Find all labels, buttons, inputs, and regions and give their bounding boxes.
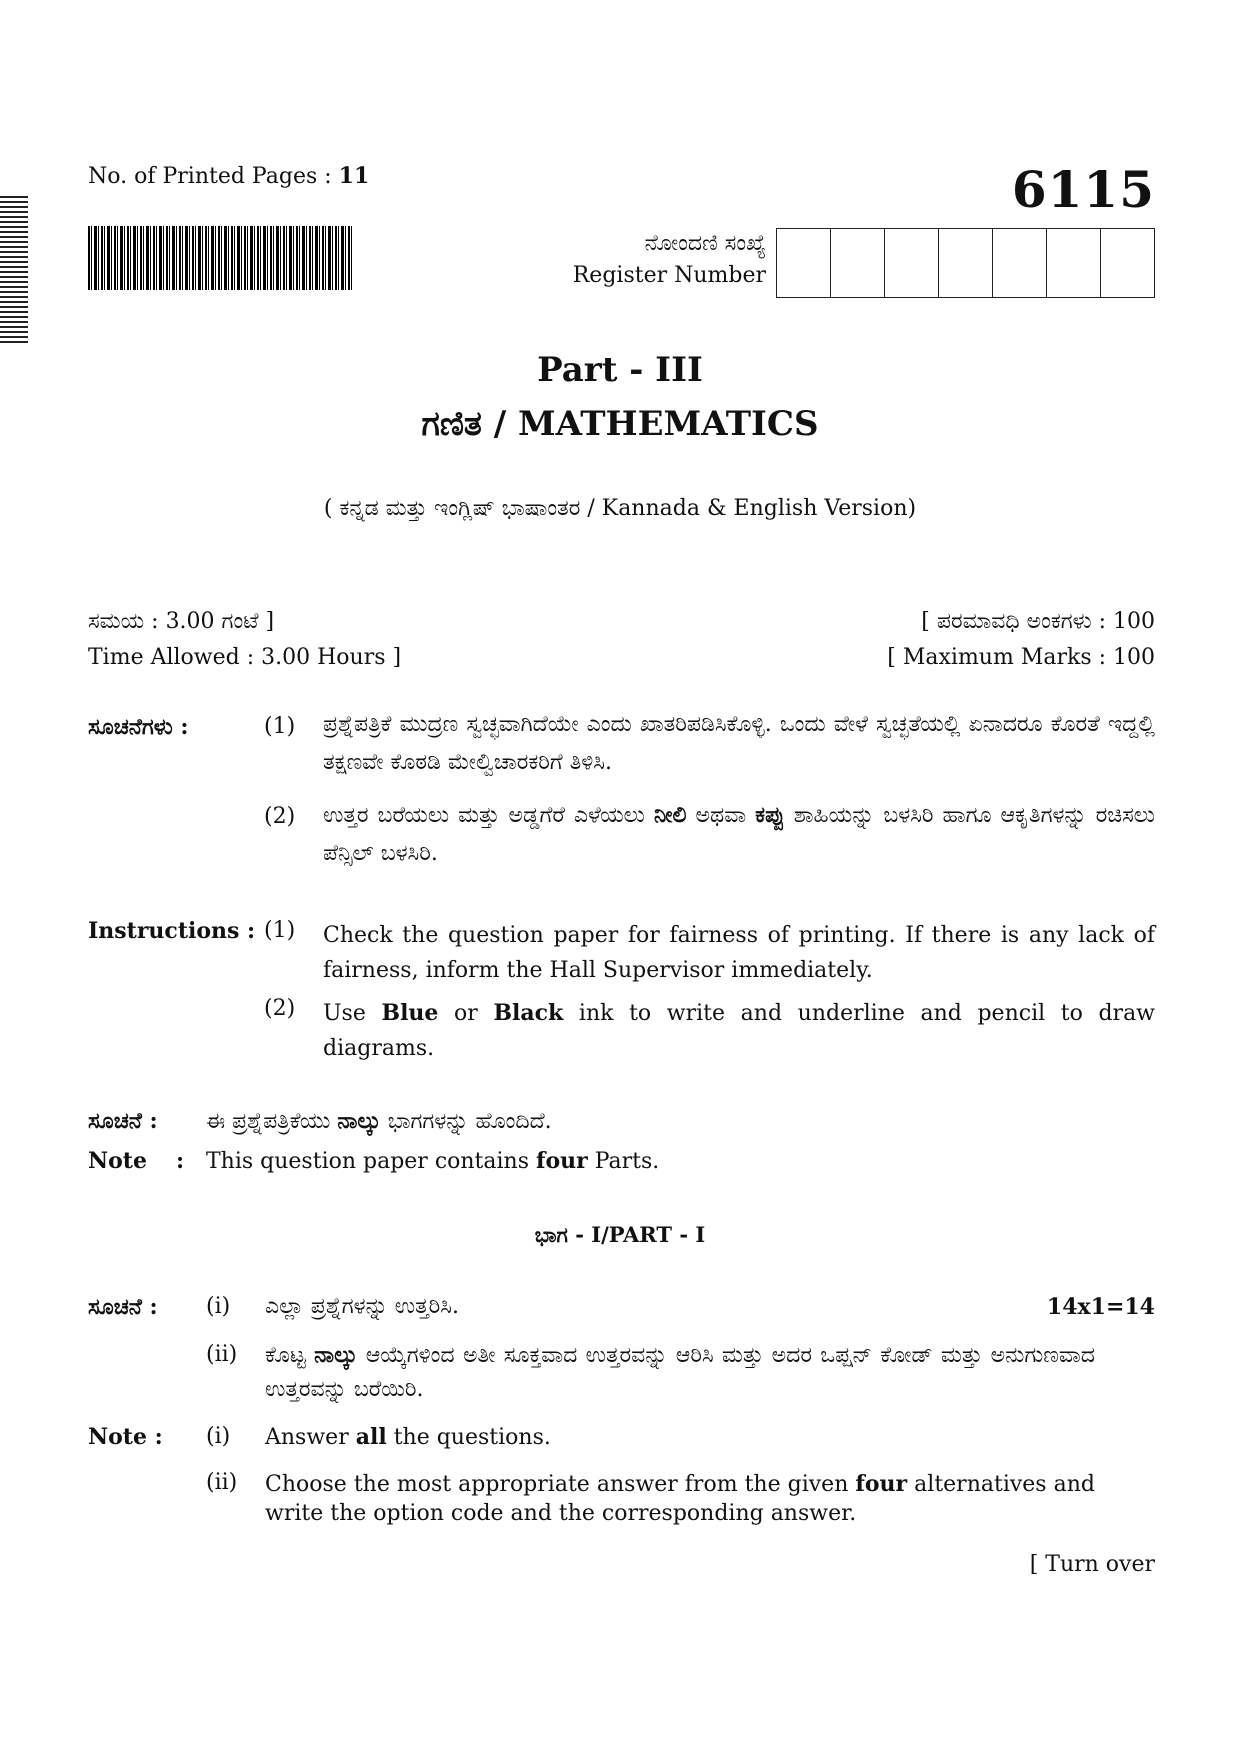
- printed-pages-label: No. of Printed Pages :: [88, 164, 332, 189]
- instructions-kannada-label: ಸೂಚನೆಗಳು :: [88, 714, 189, 740]
- part-one-heading: ಭಾಗ - I/PART - I: [534, 1222, 706, 1247]
- note-english-label: Note: [88, 1148, 147, 1174]
- barcode: [88, 226, 353, 290]
- time-kannada: ಸಮಯ : 3.00 ಗಂಟೆ ]: [88, 609, 275, 634]
- instruction-en-2-text: Use Blue or Black ink to write and underline and pencil to draw diagrams.: [323, 1000, 1156, 1061]
- subject-title: ಗಣಿತ / MATHEMATICS: [421, 404, 819, 444]
- turn-over: [ Turn over: [1029, 1552, 1155, 1577]
- marks-english: [ Maximum Marks : 100: [887, 645, 1155, 670]
- register-label-kannada: ನೋಂದಣಿ ಸಂಖ್ಯೆ: [644, 231, 766, 256]
- marks-kannada: [ ಪರಮಾವಧಿ ಅಂಕಗಳು : 100: [921, 609, 1155, 634]
- side-registration-marks: [0, 196, 28, 346]
- note-english-text: This question paper contains four Parts.: [206, 1148, 660, 1174]
- part-one-en-ii-text: Choose the most appropriate answer from the given four alternatives and write the option code and the corresponding answer.: [265, 1471, 1095, 1526]
- printed-pages: [88, 163, 369, 189]
- part-one-kn-i-number: (i): [206, 1294, 231, 1319]
- instruction-en-1-number: (1): [264, 918, 296, 943]
- part-one-kn-ii-number: (ii): [206, 1342, 238, 1367]
- part-one-marks: 14x1=14: [1046, 1294, 1155, 1320]
- time-block: [88, 604, 401, 676]
- instruction-kn-2-number: (2): [264, 804, 296, 829]
- paper-code: 6115: [1011, 160, 1155, 219]
- instruction-en-2-number: (2): [264, 996, 296, 1021]
- part-title: Part - III: [537, 350, 703, 390]
- part-one-en-i-number: (i): [206, 1424, 231, 1449]
- instruction-kn-2-text: ಉತ್ತರ ಬರೆಯಲು ಮತ್ತು ಅಡ್ಡಗೆರೆ ಎಳೆಯಲು ನೀಲಿ ಅಥವಾ ಕಪ್ಪು ಶಾಹಿಯನ್ನು ಬಳಸಿರಿ ಹಾಗೂ ಆಕೃತಿಗಳನ್ನು ರಚಿಸಲು ಪೆನ್ಸಿಲ್ ಬಳಸಿರಿ.: [323, 802, 1156, 866]
- instruction-en-1-text: Check the question paper for fairness of printing. If there is any lack of fairness, inform the Hall Supervisor immediately.: [323, 923, 1155, 983]
- part-one-kn-ii-text: ಕೊಟ್ಟ ನಾಲ್ಕು ಆಯ್ಕೆಗಳಿಂದ ಅತೀ ಸೂಕ್ತವಾದ ಉತ್ತರವನ್ನು ಆರಿಸಿ ಮತ್ತು ಅದರ ಒಪ್ಷನ್ ಕೋಡ್ ಮತ್ತು ಅನುಗುಣವಾದ ಉತ್ತರವನ್ನು ಬರೆಯಿರಿ.: [265, 1342, 1095, 1402]
- printed-pages-value: 11: [338, 163, 370, 189]
- register-label: [573, 228, 766, 292]
- instruction-kn-1-number: (1): [264, 714, 296, 739]
- part-one-kn-i-text: ಎಲ್ಲಾ ಪ್ರಶ್ನೆಗಳನ್ನು ಉತ್ತರಿಸಿ.: [265, 1294, 459, 1319]
- note-kannada-label: ಸೂಚನೆ :: [88, 1108, 158, 1134]
- instruction-kn-1-text: ಪ್ರಶ್ನೆಪತ್ರಿಕೆ ಮುದ್ರಣ ಸ್ವಚ್ಛವಾಗಿದೆಯೇ ಎಂದು ಖಾತರಿಪಡಿಸಿಕೊಳ್ಳಿ. ಒಂದು ವೇಳೆ ಸ್ವಚ್ಛತೆಯಲ್ಲಿ ಏನಾದರೂ ಕೊರತೆ ಇದ್ದಲ್ಲಿ ತಕ್ಷಣವೇ ಕೊಠಡಿ ಮೇಲ್ವಿಚಾರಕರಿಗೆ ತಿಳಿಸಿ.: [323, 712, 1155, 775]
- part-one-note-kannada-label: ಸೂಚನೆ :: [88, 1294, 158, 1320]
- instructions-english-label: Instructions :: [88, 918, 256, 944]
- time-english: Time Allowed : 3.00 Hours ]: [88, 645, 402, 670]
- part-one-en-i-text: Answer all the questions.: [265, 1424, 551, 1450]
- version-note: ( ಕನ್ನಡ ಮತ್ತು ಇಂಗ್ಲಿಷ್ ಭಾಷಾಂತರ / Kannada & English Version): [323, 496, 917, 521]
- part-one-en-ii-number: (ii): [206, 1470, 238, 1495]
- part-one-note-english-label: Note :: [88, 1424, 163, 1450]
- note-english-colon: :: [176, 1148, 185, 1174]
- marks-block: [887, 604, 1155, 676]
- register-label-english: Register Number: [572, 263, 766, 288]
- register-number-boxes[interactable]: [776, 228, 1155, 298]
- note-kannada-text: ಈ ಪ್ರಶ್ನೆಪತ್ರಿಕೆಯು ನಾಲ್ಕು ಭಾಗಗಳನ್ನು ಹೊಂದಿದೆ.: [206, 1108, 552, 1134]
